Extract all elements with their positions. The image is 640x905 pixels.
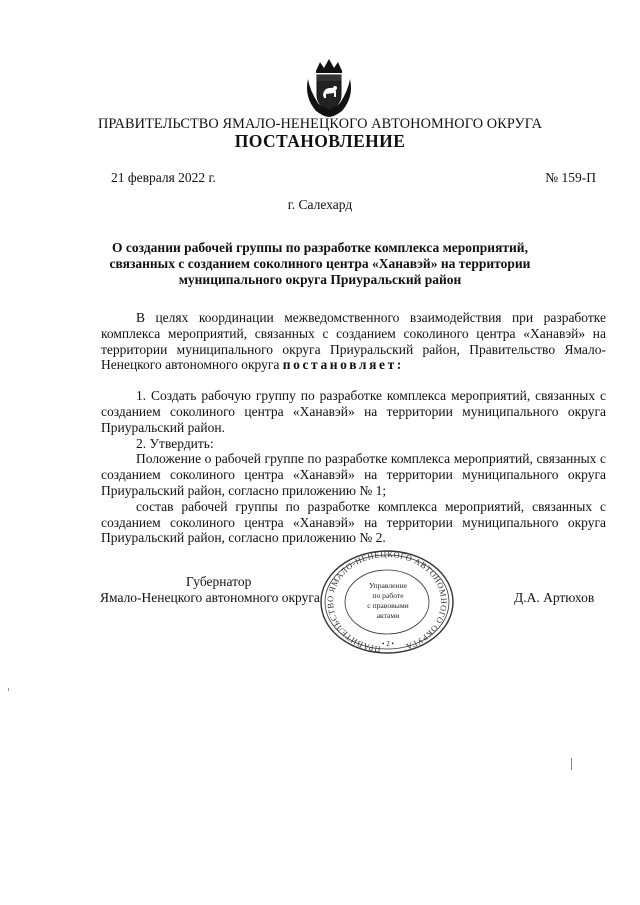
coat-of-arms-icon	[300, 57, 358, 119]
title-line: связанных с созданием соколиного центра «Ханавэй» на территории	[109, 256, 531, 271]
title-line: муниципального округа Приуральский район	[178, 272, 462, 287]
document-city: г. Салехард	[287, 197, 353, 212]
decree-word: постановляет:	[282, 357, 404, 373]
item-paragraph: состав рабочей группы по разработке комплекса мероприятий, связанных с созданием соколиного центра «Ханавэй» на территории муниципального округа Приуральский район, согласно приложению № 2.	[101, 498, 606, 546]
stamp-line: по работе	[372, 591, 404, 600]
signature-region: Ямало-Ненецкого автономного округа	[100, 590, 320, 605]
document-date: 21 февраля 2022 г.	[111, 170, 216, 185]
document-title	[96, 240, 544, 288]
stamp-line: с правовыми	[367, 601, 409, 610]
stamp-line: Управление	[368, 581, 408, 590]
document-body	[101, 310, 606, 546]
signature-title: Губернатор	[186, 574, 252, 589]
preamble-text: В целях координации межведомственного взаимодействия при разработке комплекса мероприятий, связанных с созданием соколиного центра «Ханавэй» на территории муниципального округа Приуральский район, Правительство Ямало-Ненецкого автономного округа	[101, 310, 606, 373]
government-name: ПРАВИТЕЛЬСТВО ЯМАЛО-НЕНЕЦКОГО АВТОНОМНОГО ОКРУГА	[97, 116, 543, 132]
preamble-paragraph	[101, 310, 606, 373]
stamp-line: актами	[376, 611, 400, 620]
document-type: ПОСТАНОВЛЕНИЕ	[234, 131, 406, 151]
scan-artifact	[8, 688, 9, 691]
stamp-number: • 2 •	[382, 640, 394, 648]
signature-position	[100, 574, 320, 606]
title-line: О создании рабочей группы по разработке комплекса мероприятий,	[112, 240, 528, 255]
official-stamp	[316, 548, 458, 656]
item-paragraph: 1. Создать рабочую группу по разработке комплекса мероприятий, связанных с созданием соколиного центра «Ханавэй» на территории муниципального округа Приуральский район.	[101, 388, 606, 435]
stamp-ring-text: ПРАВИТЕЛЬСТВО ЯМАЛО-НЕНЕЦКОГО АВТОНОМНОГО ОКРУГА	[325, 549, 449, 654]
signature-name: Д.А. Артюхов	[514, 590, 595, 605]
document-number: № 159-П	[545, 170, 596, 185]
item-paragraph: 2. Утвердить:	[136, 435, 214, 451]
scan-artifact	[571, 758, 572, 770]
item-paragraph: Положение о рабочей группе по разработке комплекса мероприятий, связанных с созданием соколиного центра «Ханавэй» на территории муниципального округа Приуральский район, согласно приложению № 1;	[101, 451, 606, 498]
